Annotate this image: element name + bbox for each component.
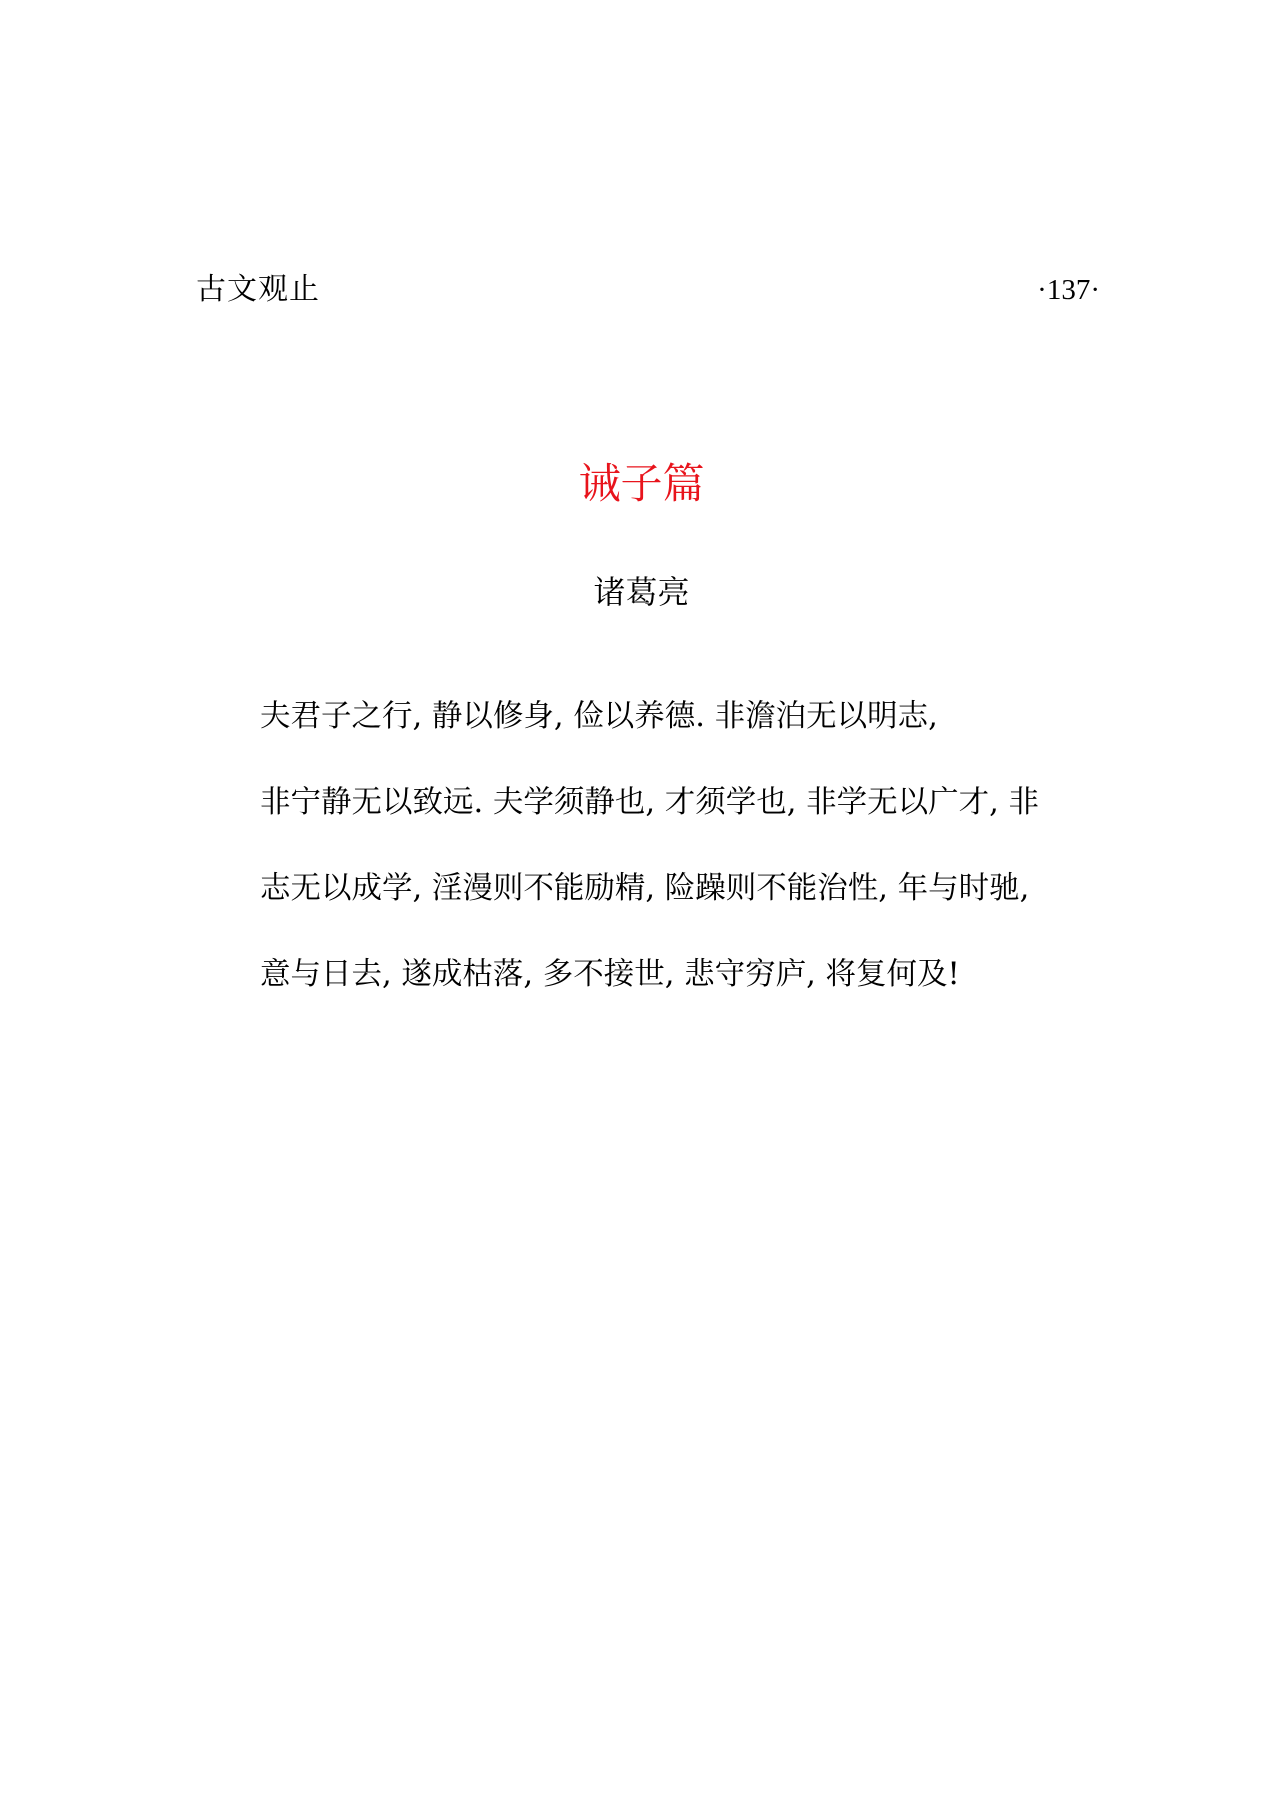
running-header-book-title: 古文观止 (196, 272, 320, 307)
article-body (260, 695, 1100, 1039)
page-number: ·137· (1037, 274, 1100, 306)
body-line: 非宁静无以致远. 夫学须静也, 才须学也, 非学无以广才, 非 (260, 785, 1040, 820)
body-line: 志无以成学, 淫漫则不能励精, 险躁则不能治性, 年与时驰, (260, 871, 1030, 906)
body-line: 夫君子之行, 静以修身, 俭以养德. 非澹泊无以明志, (260, 699, 938, 734)
article-title: 诫子篇 (578, 459, 705, 508)
article-author: 诸葛亮 (593, 573, 690, 611)
body-line: 意与日去, 遂成枯落, 多不接世, 悲守穷庐, 将复何及! (260, 957, 960, 992)
